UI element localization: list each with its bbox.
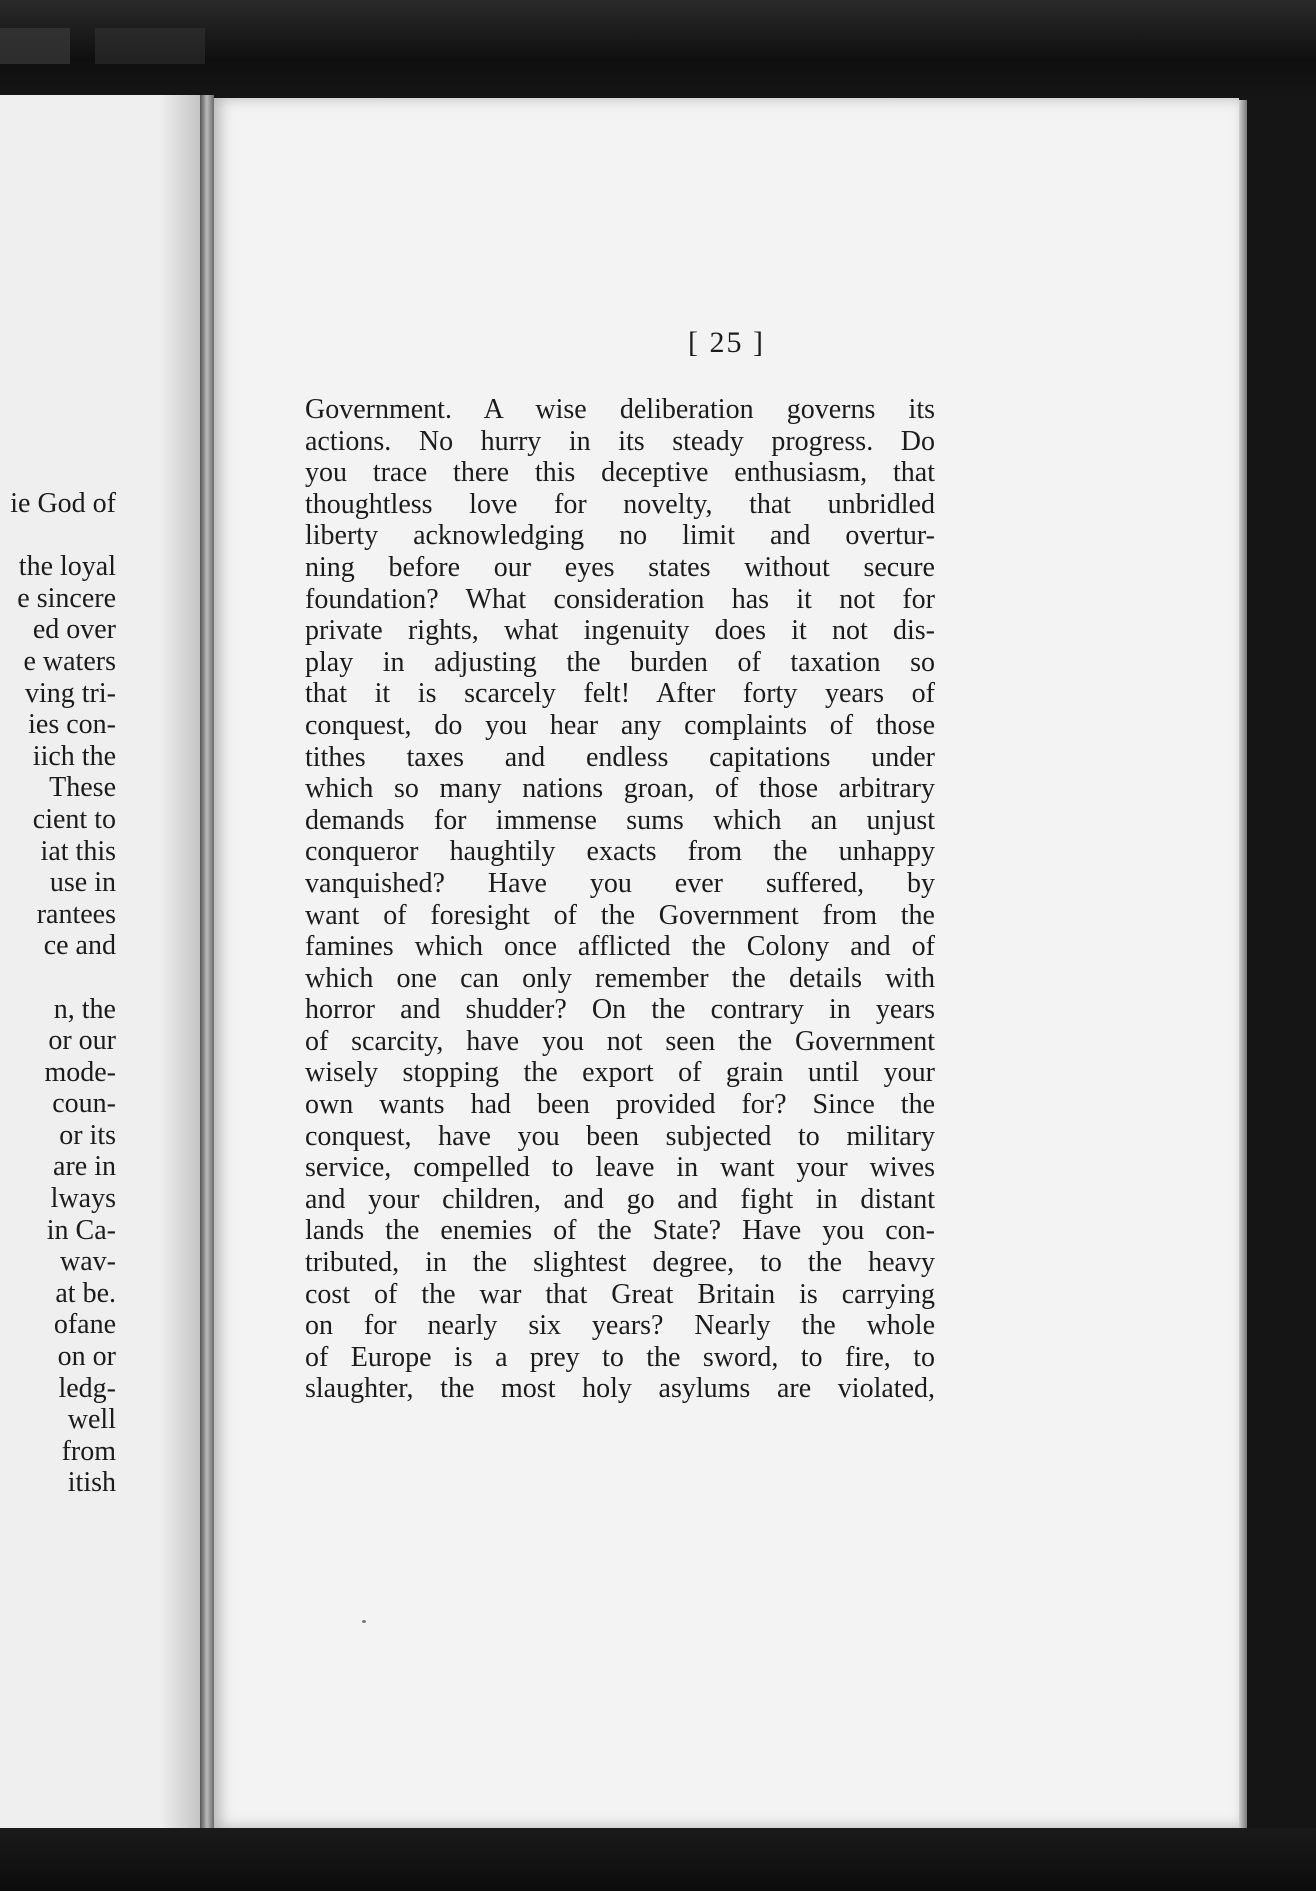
body-text-line: lands the enemies of the State? Have you con- (305, 1215, 935, 1247)
left-page-line: ving tri- (25, 677, 116, 709)
body-text-line: private rights, what ingenuity does it not dis- (305, 615, 935, 647)
left-page-shadow (160, 95, 200, 1830)
left-page-line: e sincere (17, 582, 116, 614)
body-text-line: vanquished? Have you ever suffered, by (305, 867, 935, 899)
body-text-line: want of foresight of the Government from the (305, 899, 935, 931)
left-page-line: ce and (43, 930, 116, 962)
left-page-line: iat this (40, 835, 116, 867)
body-text-line: you trace there this deceptive enthusiasm, that (305, 457, 935, 489)
body-text-line: ning before our eyes states without secure (305, 551, 935, 583)
left-page-line: wav- (60, 1246, 116, 1278)
body-text-line: liberty acknowledging no limit and overtur- (305, 520, 935, 552)
body-text-line: own wants had been provided for? Since the (305, 1089, 935, 1121)
body-text-line: of Europe is a prey to the sword, to fire, to (305, 1341, 935, 1373)
scan-blotch (0, 28, 70, 64)
scan-bottom-border (0, 1828, 1316, 1891)
body-text-line: conquest, do you hear any complaints of those (305, 709, 935, 741)
body-text-line: famines which once afflicted the Colony and of (305, 931, 935, 963)
body-text-line: tributed, in the slightest degree, to the heavy (305, 1247, 935, 1279)
body-text-line: horror and shudder? On the contrary in years (305, 994, 935, 1026)
body-text-line: conquest, have you been subjected to military (305, 1120, 935, 1152)
left-page-line: well (67, 1404, 116, 1436)
left-page-text (10, 488, 116, 1499)
left-page-line: at be. (55, 1277, 116, 1309)
right-page (214, 98, 1239, 1828)
left-page-line: cient to (32, 803, 116, 835)
body-text-line: foundation? What consideration has it not for (305, 583, 935, 615)
left-page-line: or its (59, 1119, 116, 1151)
left-page-line: rantees (36, 898, 116, 930)
left-page-line: or our (48, 1025, 116, 1057)
left-page-line: These (49, 772, 116, 804)
page-number: [ 25 ] (688, 326, 765, 359)
body-text-line: that it is scarcely felt! After forty years of (305, 678, 935, 710)
body-text-line: which so many nations groan, of those arbitrary (305, 773, 935, 805)
body-text-line: on for nearly six years? Nearly the whole (305, 1310, 935, 1342)
left-page-line: on or (57, 1341, 116, 1373)
scan-blotch (95, 28, 205, 64)
left-page (0, 95, 203, 1830)
left-page-line: e waters (23, 645, 116, 677)
left-page-line: coun- (52, 1088, 116, 1120)
left-page-line: lways (50, 1183, 116, 1215)
left-page-line: ledg- (58, 1372, 116, 1404)
left-page-line: ies con- (28, 709, 116, 741)
body-text-line: cost of the war that Great Britain is carrying (305, 1278, 935, 1310)
body-text-line: tithes taxes and endless capitations under (305, 741, 935, 773)
body-text-line: Government. A wise deliberation governs its (305, 394, 935, 425)
left-page-line: ed over (32, 614, 116, 646)
body-text-line: service, compelled to leave in want your wives (305, 1152, 935, 1184)
body-text-line: of scarcity, have you not seen the Government (305, 1025, 935, 1057)
left-page-line: ofane (53, 1309, 116, 1341)
book-gutter (200, 95, 214, 1830)
body-text-line: actions. No hurry in its steady progress. Do (305, 425, 935, 457)
left-page-line: iich the (32, 740, 116, 772)
body-text-line: which one can only remember the details with (305, 962, 935, 994)
left-page-line: in Ca- (46, 1214, 116, 1246)
left-page-line: ie God of (10, 488, 116, 519)
left-page-line: use in (49, 867, 116, 899)
left-page-line: n, the (53, 993, 116, 1025)
left-page-line (10, 962, 116, 994)
body-text (305, 394, 935, 1405)
body-text-line: play in adjusting the burden of taxation so (305, 646, 935, 678)
left-page-line: are in (53, 1151, 116, 1183)
left-page-line: mode- (44, 1056, 116, 1088)
body-text-line: conqueror haughtily exacts from the unhappy (305, 836, 935, 868)
body-text-line: slaughter, the most holy asylums are violated, (305, 1373, 935, 1405)
scan-top-border (0, 0, 1316, 100)
page-edge (1239, 100, 1247, 1828)
body-text-line: wisely stopping the export of grain until your (305, 1057, 935, 1089)
body-text-line: thoughtless love for novelty, that unbridled (305, 488, 935, 520)
left-page-line (10, 520, 116, 552)
body-text-line: demands for immense sums which an unjust (305, 804, 935, 836)
left-page-line: itish (67, 1467, 116, 1499)
left-page-line: the loyal (18, 551, 116, 583)
body-text-line: and your children, and go and fight in distant (305, 1183, 935, 1215)
left-page-line: from (61, 1435, 116, 1467)
paper-speck (362, 1620, 366, 1623)
